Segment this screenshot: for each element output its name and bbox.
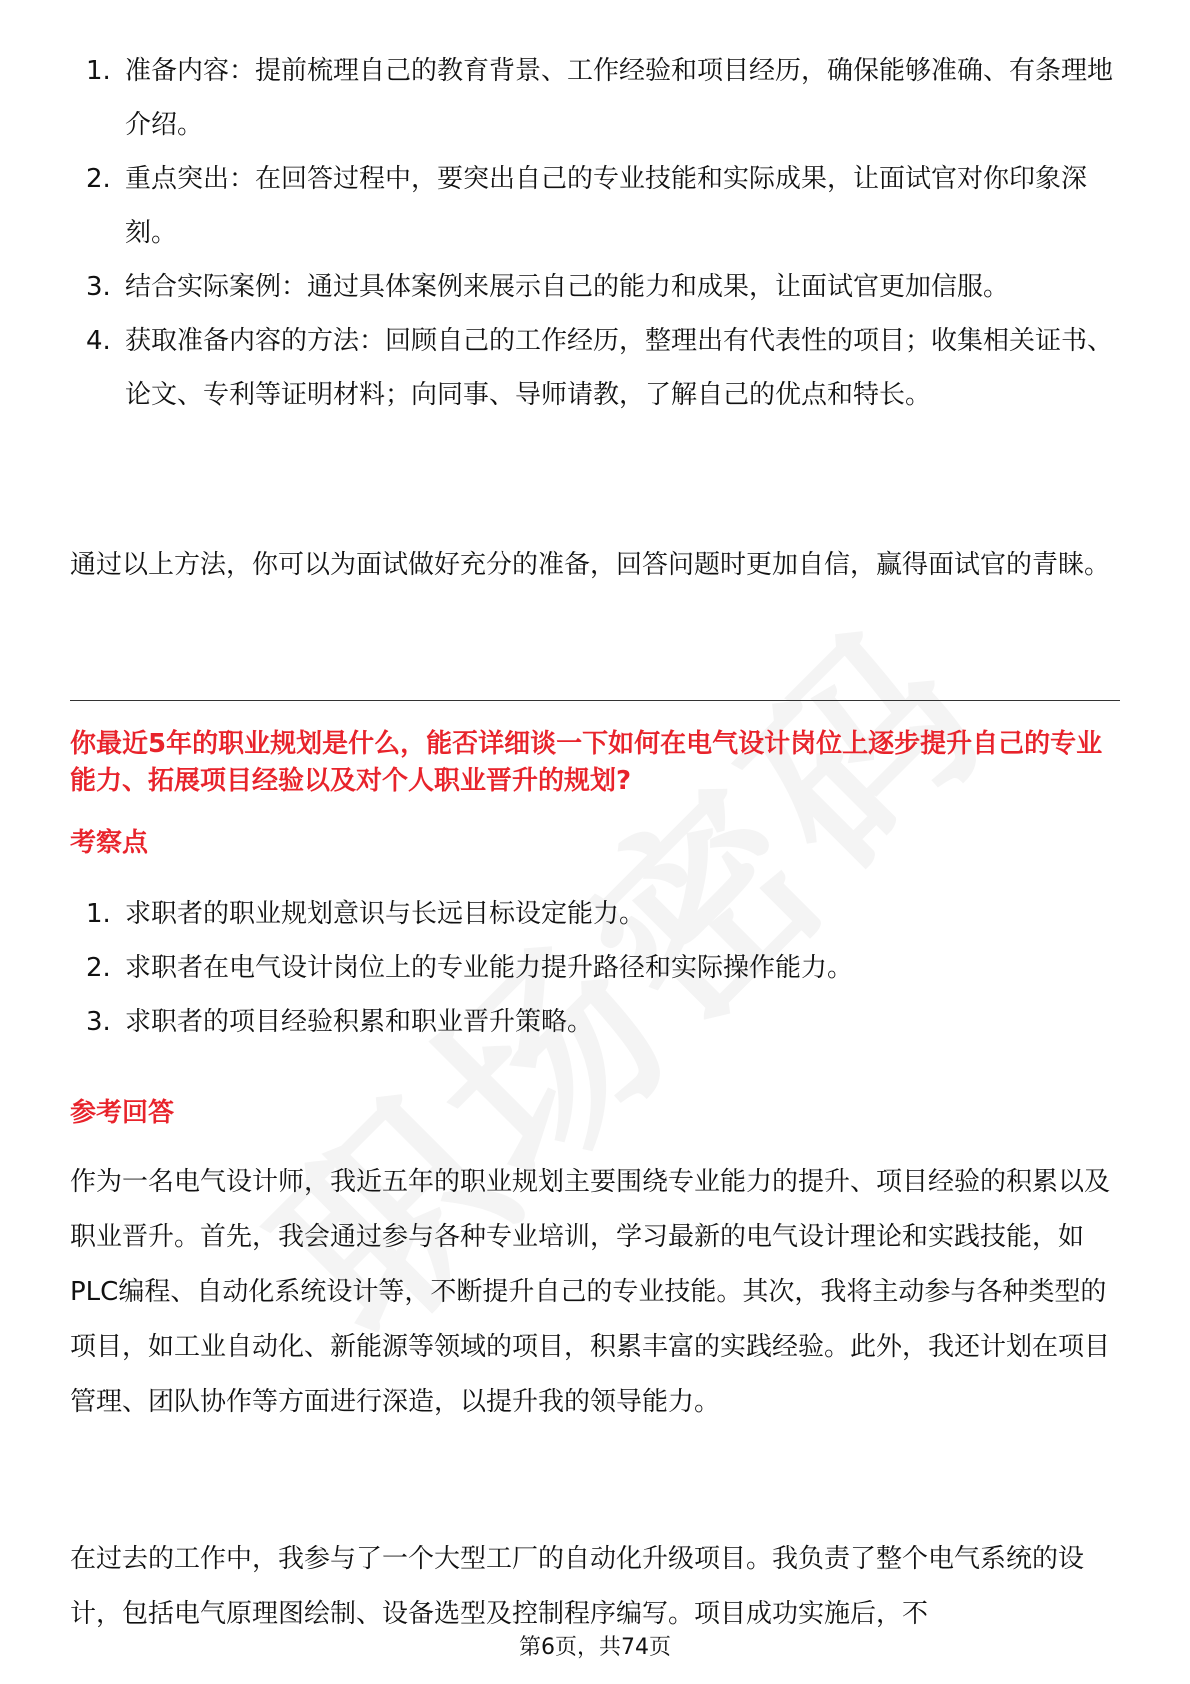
list-item — [0, 152, 1190, 260]
list-item-text: 获取准备内容的方法：回顾自己的工作经历，整理出有代表性的项目；收集相关证书、论文、专利等证明材料；向同事、导师请教，了解自己的优点和特长。 — [125, 326, 1114, 410]
summary-paragraph: 通过以上方法，你可以为面试做好充分的准备，回答问题时更加自信，赢得面试官的青睐。 — [70, 550, 1111, 580]
list-item-text: 求职者的职业规划意识与长远目标设定能力。 — [125, 899, 646, 929]
list-item — [0, 941, 1190, 995]
exam-points-heading: 考察点 — [70, 828, 149, 858]
list-item-number: 2. — [86, 164, 111, 194]
section-divider — [70, 700, 1120, 701]
answer-paragraph: 在过去的工作中，我参与了一个大型工厂的自动化升级项目。我负责了整个电气系统的设计，包括电气原理图绘制、设备选型及控制程序编写。项目成功实施后，不 — [70, 1544, 1085, 1629]
reference-answer-heading: 参考回答 — [70, 1098, 175, 1128]
list-item-text: 求职者在电气设计岗位上的专业能力提升路径和实际操作能力。 — [125, 953, 854, 983]
prep-list — [0, 44, 1190, 422]
interview-question: 你最近5年的职业规划是什么，能否详细谈一下如何在电气设计岗位上逐步提升自己的专业能力、拓展项目经验以及对个人职业晋升的规划? — [70, 729, 1103, 796]
list-item-text: 准备内容：提前梳理自己的教育背景、工作经验和项目经历，确保能够准确、有条理地介绍。 — [125, 56, 1114, 140]
list-item-text: 重点突出：在回答过程中，要突出自己的专业技能和实际成果，让面试官对你印象深刻。 — [125, 164, 1088, 248]
page-number: 第6页，共74页 — [519, 1635, 671, 1660]
list-item-number: 3. — [86, 1007, 111, 1037]
exam-points-list — [0, 887, 1190, 1049]
list-item — [0, 314, 1190, 422]
list-item-number: 2. — [86, 953, 111, 983]
answer-paragraph: 作为一名电气设计师，我近五年的职业规划主要围绕专业能力的提升、项目经验的积累以及职业晋升。首先，我会通过参与各种专业培训，学习最新的电气设计理论和实践技能，如PLC编程、自动化系统设计等，不断提升自己的专业技能。其次，我将主动参与各种类型的项目，如工业自动化、新能源等领域的项目，积累丰富的实践经验。此外，我还计划在项目管理、团队协作等方面进行深造，以提升我的领导能力。 — [70, 1167, 1111, 1417]
list-item — [0, 887, 1190, 941]
list-item-number: 1. — [86, 899, 111, 929]
list-item-text: 结合实际案例：通过具体案例来展示自己的能力和成果，让面试官更加信服。 — [125, 272, 1010, 302]
list-item — [0, 995, 1190, 1049]
list-item — [0, 44, 1190, 152]
list-item-text: 求职者的项目经验积累和职业晋升策略。 — [125, 1007, 594, 1037]
list-item — [0, 260, 1190, 314]
list-item-number: 3. — [86, 272, 111, 302]
list-item-number: 4. — [86, 326, 111, 356]
list-item-number: 1. — [86, 56, 111, 86]
